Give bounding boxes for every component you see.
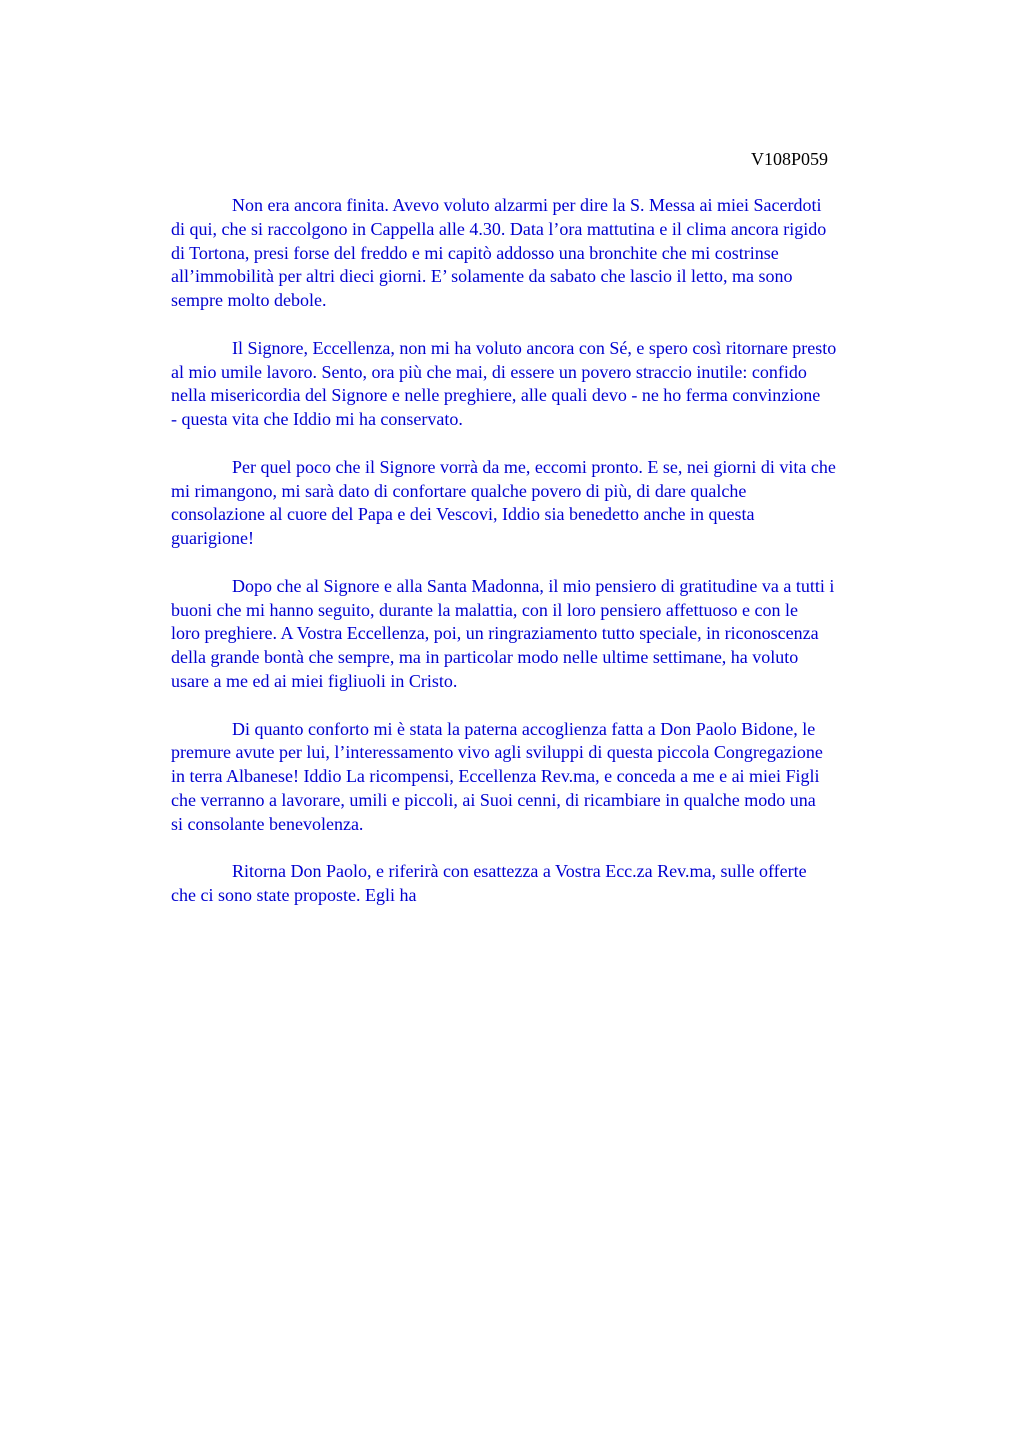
letter-body [171,194,931,932]
paragraph [171,456,931,551]
text-line: - questa vita che Iddio mi ha conservato. [171,409,463,430]
paragraph [171,337,931,432]
text-line: consolazione al cuore del Papa e dei Vescovi, Iddio sia benedetto anche in questa [171,504,755,525]
text-line: al mio umile lavoro. Sento, ora più che mai, di essere un povero straccio inutile: confido [171,361,807,382]
paragraph [171,860,931,908]
text-line: Ritorna Don Paolo, e riferirà con esattezza a Vostra Ecc.za Rev.ma, sulle offerte [232,861,807,882]
text-line: Il Signore, Eccellenza, non mi ha voluto ancora con Sé, e spero così ritornare presto [232,337,837,358]
text-line: premure avute per lui, l’interessamento vivo agli sviluppi di questa piccola Congregazione [171,742,823,763]
text-line: di Tortona, presi forse del freddo e mi capitò addosso una bronchite che mi costrinse [171,242,779,263]
text-line: di qui, che si raccolgono in Cappella alle 4.30. Data l’ora mattutina e il clima ancora rigido [171,218,827,239]
text-line: loro preghiere. A Vostra Eccellenza, poi, un ringraziamento tutto speciale, in riconoscenza [171,623,819,644]
text-line: usare a me ed ai miei figliuoli in Cristo. [171,670,458,691]
text-line: in terra Albanese! Iddio La ricompensi, Eccellenza Rev.ma, e conceda a me e ai miei Figli [171,766,820,787]
paragraph [171,575,931,694]
text-line: buoni che mi hanno seguito, durante la malattia, con il loro pensiero affettuoso e con le [171,599,798,620]
text-line: Non era ancora finita. Avevo voluto alzarmi per dire la S. Messa ai miei Sacerdoti [232,195,822,215]
text-line: che ci sono state proposte. Egli ha [171,885,417,906]
text-line: all’immobilità per altri dieci giorni. E’ solamente da sabato che lascio il letto, ma sono [171,266,793,287]
text-line: nella misericordia del Signore e nelle preghiere, alle quali devo - ne ho ferma convinzione [171,385,821,406]
text-line: sempre molto debole. [171,290,327,311]
text-line: Dopo che al Signore e alla Santa Madonna, il mio pensiero di gratitudine va a tutti i [232,575,835,596]
text-line: si consolante benevolenza. [171,813,364,834]
paragraph [171,194,931,313]
text-line: Per quel poco che il Signore vorrà da me, eccomi pronto. E se, nei giorni di vita che [232,456,836,477]
text-line: Di quanto conforto mi è stata la paterna accoglienza fatta a Don Paolo Bidone, le [232,718,816,739]
text-line: della grande bontà che sempre, ma in particolar modo nelle ultime settimane, ha voluto [171,647,799,668]
page-code: V108P059 [751,149,829,169]
text-line: mi rimangono, mi sarà dato di confortare qualche povero di più, di dare qualche [171,480,747,501]
text-line: guarigione! [171,528,254,549]
text-line: che verranno a lavorare, umili e piccoli, ai Suoi cenni, di ricambiare in qualche modo una [171,789,816,810]
paragraph [171,718,931,837]
